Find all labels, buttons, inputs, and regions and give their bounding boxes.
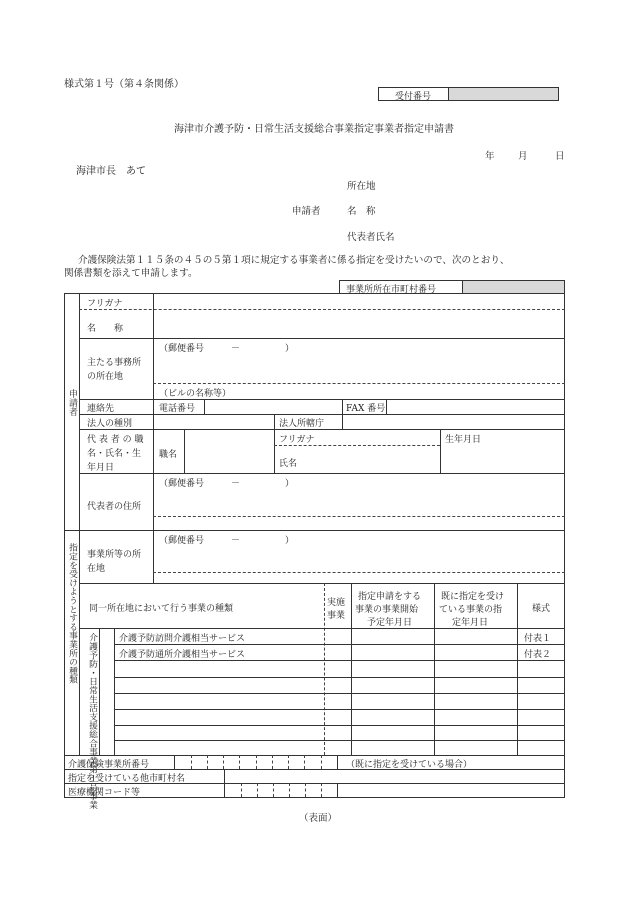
rep-address-label: 代表者の住所 bbox=[87, 502, 142, 512]
service-name-1: 介護予防訪問介護相当サービス bbox=[119, 634, 246, 644]
rep-furigana-label: フリガナ bbox=[279, 435, 315, 445]
main-office-postal: （郵便番号 － ） bbox=[159, 344, 295, 354]
form-header: 様式 bbox=[532, 604, 551, 614]
fax-label: FAX 番号 bbox=[346, 404, 386, 414]
impl-header-1: 実施 bbox=[327, 598, 346, 608]
service-form-2: 付表２ bbox=[524, 650, 552, 660]
corp-agency-label: 法人所轄庁 bbox=[279, 419, 325, 429]
date-year: 年 bbox=[485, 151, 495, 162]
application-table bbox=[64, 293, 565, 809]
start-header-2: 事業の事業開始 bbox=[355, 605, 419, 615]
name-label: 名 称 bbox=[87, 324, 124, 334]
footer-label: （表面） bbox=[299, 813, 338, 824]
contact-label: 連絡先 bbox=[87, 404, 115, 414]
designation-section-label: 指定を受けようとする事業所の種類 bbox=[67, 543, 77, 684]
position-label: 職名 bbox=[159, 450, 178, 460]
rep-label-2: 名・氏名・生 bbox=[87, 449, 142, 459]
prev-designation-note: （既に指定を受けている場合） bbox=[346, 760, 473, 770]
service-name-2: 介護予防通所介護相当サービス bbox=[119, 650, 246, 660]
office-postal: （郵便番号 － ） bbox=[159, 536, 295, 546]
applicant-section-label: 申請者 bbox=[67, 389, 77, 416]
municipality-number-field[interactable] bbox=[463, 281, 564, 293]
other-city-label: 指定を受けている他市町村名 bbox=[68, 774, 186, 784]
main-office-label-2: の所在地 bbox=[87, 372, 124, 382]
office-location-label-1: 事業所等の所 bbox=[87, 550, 142, 560]
applicant-address-label: 所在地 bbox=[347, 181, 376, 192]
service-group-label: 介護予防・日常生活支援総合事業第１号事業 bbox=[87, 633, 97, 809]
start-header-3: 予定年月日 bbox=[367, 618, 413, 628]
medical-code-label: 医療機関コード等 bbox=[68, 788, 141, 798]
addressee: 海津市長 あて bbox=[76, 166, 146, 177]
birth-date-label: 生年月日 bbox=[445, 435, 482, 445]
office-location-label-2: 在地 bbox=[87, 564, 106, 574]
intro-text-line1: 介護保険法第１１５条の４５の５第１項に規定する事業者に係る指定を受けたいので、次のとおり、 bbox=[78, 255, 510, 266]
start-header-1: 指定申請をする bbox=[358, 592, 422, 602]
applicant-name-label: 名 称 bbox=[347, 206, 376, 217]
service-form-1: 付表１ bbox=[524, 634, 552, 644]
rep-label-1: 代 表 者 の 職 bbox=[87, 435, 144, 445]
main-office-label-1: 主たる事務所 bbox=[87, 358, 142, 368]
furigana-label: フリガナ bbox=[87, 299, 123, 309]
corp-type-label: 法人の種別 bbox=[87, 419, 133, 429]
applicant-label: 申請者 bbox=[292, 206, 321, 217]
rep-label-3: 年月日 bbox=[87, 463, 115, 473]
date-month: 月 bbox=[518, 151, 528, 162]
page-title: 海津市介護予防・日常生活支援総合事業指定事業者指定申請書 bbox=[174, 124, 454, 135]
building-name-label: （ビルの名称等） bbox=[159, 389, 232, 399]
municipality-number-label: 事業所所在市町村番号 bbox=[346, 285, 437, 295]
municipality-number-box bbox=[339, 280, 565, 294]
impl-header-2: 事業 bbox=[327, 611, 346, 621]
date-day: 日 bbox=[555, 151, 565, 162]
receipt-number-label: 受付番号 bbox=[395, 92, 432, 102]
phone-label: 電話番号 bbox=[159, 404, 196, 414]
receipt-number-field[interactable] bbox=[449, 88, 558, 100]
prev-header-1: 既に指定を受け bbox=[441, 592, 505, 602]
insurance-number-label: 介護保険事業所番号 bbox=[68, 760, 150, 770]
prev-header-3: 定年月日 bbox=[452, 618, 489, 628]
receipt-number-box bbox=[378, 87, 559, 101]
rep-address-postal: （郵便番号 － ） bbox=[159, 479, 295, 489]
form-number-label: 様式第１号（第４条関係） bbox=[64, 79, 184, 90]
rep-name-label: 氏名 bbox=[279, 459, 298, 469]
representative-name-label: 代表者氏名 bbox=[347, 232, 395, 243]
prev-header-2: ている事業の指 bbox=[439, 605, 503, 615]
intro-text-line2: 関係書類を添えて申請します。 bbox=[64, 268, 198, 279]
service-type-header: 同一所在地において行う事業の種類 bbox=[89, 604, 234, 614]
